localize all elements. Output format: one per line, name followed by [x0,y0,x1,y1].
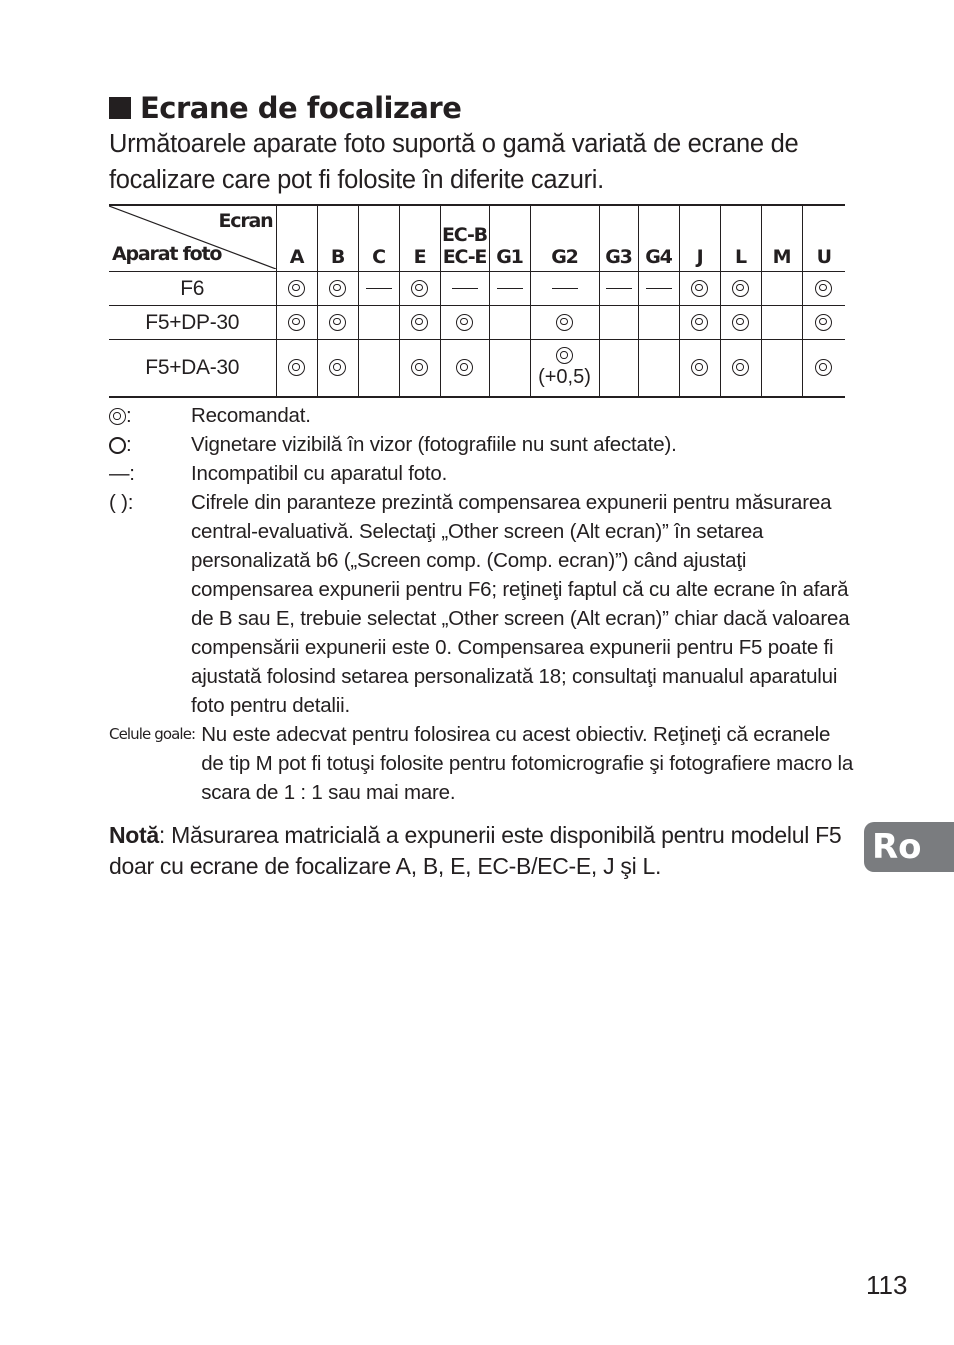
recommended-icon [732,314,749,331]
legend-text: Incompatibil cu aparatul foto. [191,462,448,485]
camera-cell: F5+DP-30 [109,306,276,340]
table-row [109,306,845,340]
recommended-icon [109,408,126,425]
legend-item [109,720,854,807]
recommended-icon [815,359,832,376]
vignetting-circle-icon [109,437,126,454]
camera-cell: F5+DA-30 [109,340,276,398]
legend-text: Nu este adecvat pentru folosirea cu acest obiectiv. Reţineţi că ecranele de tip M pot fi totuşi folosite pentru fotomicrografie şi fotografiere macro la scara de 1 : 1 sau mai mare. [201,723,854,804]
col-header-g4: G4 [638,205,679,272]
recommended-icon [288,280,305,297]
col-header-g3: G3 [599,205,638,272]
col-header-ec-e: EC-E [442,246,487,268]
col-header-g1: G1 [489,205,530,272]
col-header-j: J [679,205,720,272]
legend-text: Cifrele din paranteze prezintă compensarea expunerii pentru măsurarea central-evaluativă. Selectaţi „Other screen (Alt ecran)” în setarea personalizată b6 („Screen comp. (Comp. ecran)”) când ajustaţi compensarea expunerii pentru F6; reţineţi faptul că cu alte ecrane în afară de B sau E, trebuie selectat „Other screen (Alt ecran)” chiar dacă valoarea compensării expunerii este 0. Compensarea expunerii pentru F5 poate fi ajustată folosind setarea personalizată 18; consultaţi manualul aparatului foto pentru detalii. [191,491,850,717]
col-header-m: M [761,205,802,272]
recommended-icon [288,314,305,331]
incompatible-dash-icon [497,288,523,289]
recommended-icon [691,280,708,297]
section-heading [109,88,461,128]
recommended-icon [456,359,473,376]
screen-axis-label: Ecran [218,210,273,232]
col-header-g2: G2 [530,205,599,272]
legend-text: Recomandat. [191,404,311,427]
empty-cell [761,306,802,340]
legend-text: Vignetare vizibilă în vizor (fotografiile nu sunt afectate). [191,433,677,456]
focusing-screen-table [109,204,845,398]
legend-symbol-label: : [126,433,132,456]
recommended-icon [556,314,573,331]
col-header-c: C [358,205,399,272]
empty-cell [358,340,399,398]
camera-cell: F6 [109,272,276,306]
note-text: : Măsurarea matricială a expunerii este disponibilă pentru modelul F5 doar cu ecrane de focalizare A, B, E, EC-B/EC-E, J şi L. [109,822,842,879]
legend-symbol-label: : [126,404,132,427]
square-bullet-icon [109,97,131,119]
col-header-l: L [720,205,761,272]
recommended-icon [329,280,346,297]
legend [109,401,854,807]
empty-cell [489,340,530,398]
incompatible-dash-icon [452,288,478,289]
corner-header [109,205,276,272]
empty-cell [358,306,399,340]
incompatible-dash-icon [552,288,578,289]
legend-item [109,430,854,459]
note-paragraph [109,820,849,882]
legend-item [109,401,854,430]
empty-cell [489,306,530,340]
language-tab: Ro [864,822,954,872]
table-row [109,340,845,398]
empty-cell [761,340,802,398]
recommended-icon [732,280,749,297]
col-header-u: U [802,205,845,272]
col-header-ec-b: EC-B [442,224,487,246]
empty-cell [638,306,679,340]
recommended-icon [411,280,428,297]
intro-paragraph: Următoarele aparate foto suportă o gamă variată de ecrane de focalizare care pot fi folosite în diferite cazuri. [109,130,799,194]
camera-axis-label: Aparat foto [112,243,222,265]
note-label: Notă [109,822,159,848]
col-header-a: A [276,205,317,272]
legend-symbol-label: Celule goale: [109,725,196,743]
legend-symbol-label: —: [109,462,135,485]
exposure-compensation-note: (+0,5) [538,366,591,388]
page-number: 113 [866,1270,908,1300]
incompatible-dash-icon [606,288,632,289]
legend-item [109,459,854,488]
recommended-icon [691,314,708,331]
recommended-icon [691,359,708,376]
col-header-b: B [317,205,358,272]
col-header-ec [440,205,489,272]
legend-item [109,488,854,720]
empty-cell [599,340,638,398]
legend-symbol-label: ( ): [109,491,134,514]
table-row [109,272,845,306]
header-row [109,205,845,272]
recommended-icon [815,280,832,297]
recommended-icon [556,347,573,364]
recommended-icon [815,314,832,331]
recommended-icon [732,359,749,376]
incompatible-dash-icon [366,288,392,289]
recommended-icon [456,314,473,331]
empty-cell [638,340,679,398]
recommended-icon [411,359,428,376]
empty-cell [599,306,638,340]
incompatible-dash-icon [646,288,672,289]
recommended-icon [288,359,305,376]
section-title: Ecrane de focalizare [140,91,462,125]
col-header-e: E [399,205,440,272]
recommended-icon [329,314,346,331]
recommended-icon [411,314,428,331]
recommended-icon [329,359,346,376]
empty-cell [761,272,802,306]
